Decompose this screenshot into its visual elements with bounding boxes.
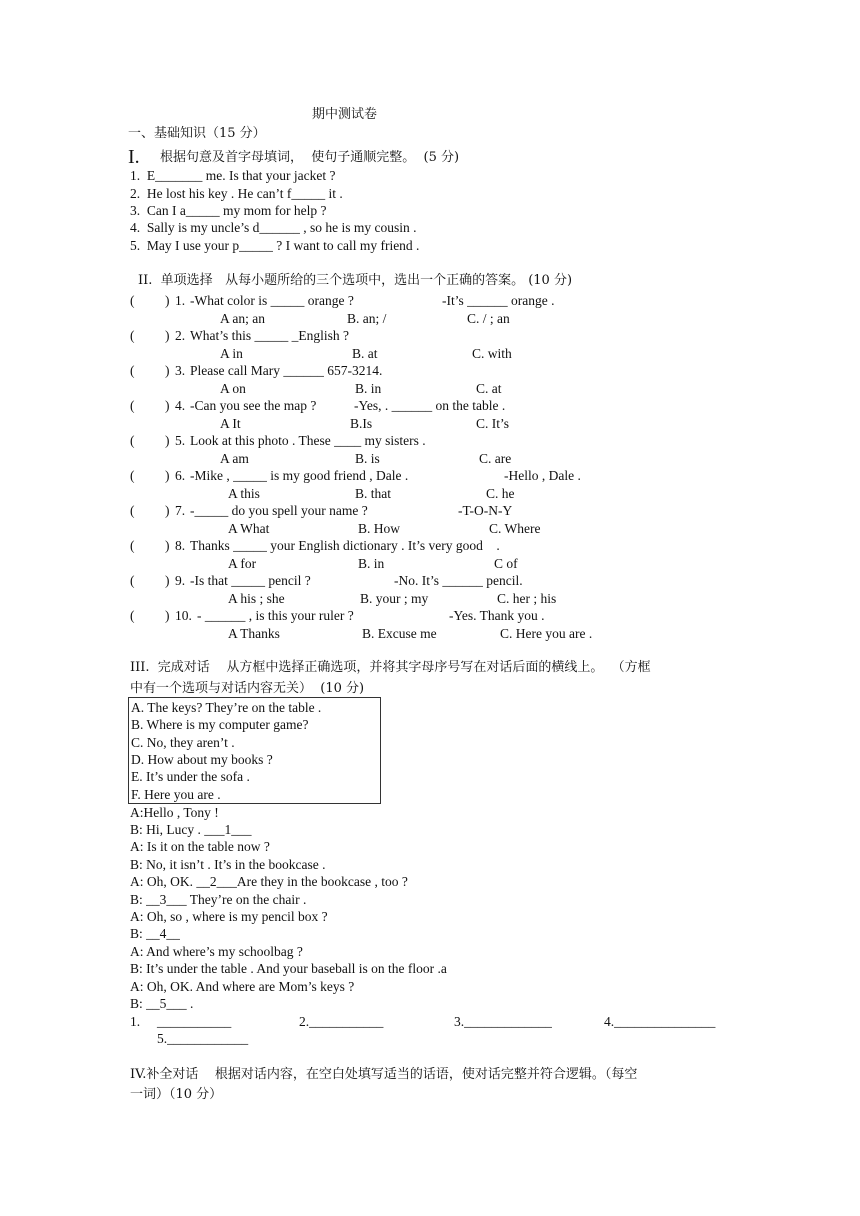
question-bracket-open: (: [130, 538, 135, 553]
question-response: -T-O-N-Y: [458, 503, 513, 518]
question-number: 1.: [175, 293, 186, 308]
question-text: What’s this _____ _English ?: [190, 328, 349, 343]
answer-blank: ___________: [157, 1014, 232, 1029]
question-response: -It’s ______ orange .: [442, 293, 555, 308]
option-b: B.Is: [350, 416, 373, 431]
option-b: B. your ; my: [360, 591, 429, 606]
option-c: C. are: [479, 451, 512, 466]
option-a: A his ; she: [228, 591, 285, 606]
option-a: A It: [220, 416, 241, 431]
question-bracket-open: (: [130, 573, 135, 588]
dialog-line: B: __3___ They’re on the chair .: [130, 892, 307, 907]
option-c: C. at: [476, 381, 502, 396]
dialog-line: B: No, it isn’t . It’s in the bookcase .: [130, 857, 326, 872]
option-b: B. is: [355, 451, 380, 466]
option-a: A on: [220, 381, 246, 396]
question-bracket-open: (: [130, 293, 135, 308]
question-bracket-close: ): [165, 538, 170, 553]
option-b: B. Excuse me: [362, 626, 437, 641]
question-text: -Can you see the map ?: [190, 398, 317, 413]
section1-numeral: I.: [128, 146, 140, 168]
option-a: A Thanks: [228, 626, 280, 641]
option-a: A for: [228, 556, 257, 571]
box-option: B. Where is my computer game?: [131, 717, 309, 732]
question-text: Please call Mary ______ 657-3214.: [190, 363, 383, 378]
box-option: E. It’s under the sofa .: [131, 769, 250, 784]
dialog-line: A: Oh, so , where is my pencil box ?: [130, 909, 328, 924]
question-bracket-close: ): [165, 433, 170, 448]
question-number: 5.: [175, 433, 186, 448]
question-response: -No. It’s ______ pencil.: [394, 573, 523, 588]
question-bracket-open: (: [130, 503, 135, 518]
question-bracket-close: ): [165, 503, 170, 518]
option-b: B. in: [355, 381, 382, 396]
question-bracket-close: ): [165, 363, 170, 378]
fill-item: 5. May I use your p_____ ? I want to call my friend .: [130, 238, 420, 253]
option-a: A in: [220, 346, 243, 361]
question-bracket-open: (: [130, 608, 135, 623]
option-b: B. at: [352, 346, 378, 361]
option-a: A an; an: [220, 311, 265, 326]
question-response: -Hello , Dale .: [504, 468, 581, 483]
answer-blank: 5.____________: [157, 1031, 249, 1046]
question-response: -Yes. Thank you .: [449, 608, 545, 623]
question-bracket-open: (: [130, 363, 135, 378]
question-bracket-close: ): [165, 468, 170, 483]
box-option: C. No, they aren’t .: [131, 735, 235, 750]
question-bracket-close: ): [165, 293, 170, 308]
option-c: C. her ; his: [497, 591, 557, 606]
question-bracket-open: (: [130, 433, 135, 448]
option-c: C. with: [472, 346, 512, 361]
question-text: -Mike , _____ is my good friend , Dale .: [190, 468, 409, 483]
part1-heading: 一、基础知识（15 分）: [128, 126, 266, 141]
question-number: 10.: [175, 608, 192, 623]
fill-item: 1. E_______ me. Is that your jacket ?: [130, 168, 336, 183]
question-response: -Yes, . ______ on the table .: [354, 398, 506, 413]
option-c: C. It’s: [476, 416, 510, 431]
answer-blank: 4._______________: [604, 1014, 716, 1029]
question-number: 9.: [175, 573, 186, 588]
section4-heading-cont: 一词）（10 分）: [130, 1087, 223, 1102]
dialog-line: A: And where’s my schoolbag ?: [130, 944, 303, 959]
question-number: 2.: [175, 328, 186, 343]
question-text: -What color is _____ orange ?: [190, 293, 354, 308]
question-text: Look at this photo . These ____ my sisters .: [190, 433, 426, 448]
question-number: 4.: [175, 398, 186, 413]
answer-blank: 3._____________: [454, 1014, 552, 1029]
box-option: A. The keys? They’re on the table .: [131, 700, 322, 715]
question-bracket-open: (: [130, 398, 135, 413]
question-text: - ______ , is this your ruler ?: [197, 608, 354, 623]
question-text: Thanks _____ your English dictionary . It’s very good .: [190, 538, 500, 553]
option-b: B. in: [358, 556, 385, 571]
section2-heading: II. 单项选择 从每小题所给的三个选项中，选出一个正确的答案。 (10 分): [138, 273, 573, 288]
option-a: A am: [220, 451, 249, 466]
section3-heading-cont: 中有一个选项与对话内容无关） (10 分): [130, 681, 365, 696]
option-b: B. that: [355, 486, 391, 501]
question-number: 3.: [175, 363, 186, 378]
fill-item: 2. He lost his key . He can’t f_____ it .: [130, 186, 343, 201]
dialog-line: A: Oh, OK. __2___Are they in the bookcase , too ?: [130, 874, 408, 889]
box-option: F. Here you are .: [131, 787, 221, 802]
option-a: A What: [228, 521, 270, 536]
answer-blank-number: 1.: [130, 1014, 141, 1029]
dialog-line: B: Hi, Lucy . ___1___: [130, 822, 252, 837]
section4-heading: IV.补全对话 根据对话内容，在空白处填写适当的话语，使对话完整并符合逻辑。（每空: [130, 1067, 638, 1082]
question-bracket-close: ): [165, 608, 170, 623]
dialog-line: B: It’s under the table . And your baseball is on the floor .a: [130, 961, 447, 976]
option-c: C. he: [486, 486, 515, 501]
dialog-line: B: __5___ .: [130, 996, 194, 1011]
option-c: C of: [494, 556, 518, 571]
option-a: A this: [228, 486, 260, 501]
section1-instruction: 根据句意及首字母填词， 使句子通顺完整。 (5 分): [160, 150, 460, 165]
fill-item: 4. Sally is my uncle’s d______ , so he is my cousin .: [130, 220, 417, 235]
dialog-line: A: Oh, OK. And where are Mom’s keys ?: [130, 979, 355, 994]
option-c: C. Here you are .: [500, 626, 593, 641]
question-bracket-close: ): [165, 328, 170, 343]
question-bracket-close: ): [165, 398, 170, 413]
option-b: B. an; /: [347, 311, 387, 326]
dialog-line: B: __4__: [130, 926, 180, 941]
option-b: B. How: [358, 521, 401, 536]
option-c: C. / ; an: [467, 311, 510, 326]
fill-item: 3. Can I a_____ my mom for help ?: [130, 203, 327, 218]
question-bracket-open: (: [130, 328, 135, 343]
question-bracket-open: (: [130, 468, 135, 483]
dialog-line: A:Hello , Tony !: [130, 805, 219, 820]
box-option: D. How about my books ?: [131, 752, 273, 767]
section3-heading: III. 完成对话 从方框中选择正确选项，并将其字母序号写在对话后面的横线上。 （方框: [130, 660, 651, 675]
question-text: -_____ do you spell your name ?: [190, 503, 368, 518]
answer-blank: 2.___________: [299, 1014, 384, 1029]
question-bracket-close: ): [165, 573, 170, 588]
question-number: 8.: [175, 538, 186, 553]
question-number: 7.: [175, 503, 186, 518]
question-text: -Is that _____ pencil ?: [190, 573, 311, 588]
question-number: 6.: [175, 468, 186, 483]
option-c: C. Where: [489, 521, 541, 536]
dialog-line: A: Is it on the table now ?: [130, 839, 270, 854]
page-title: 期中测试卷: [312, 107, 378, 122]
